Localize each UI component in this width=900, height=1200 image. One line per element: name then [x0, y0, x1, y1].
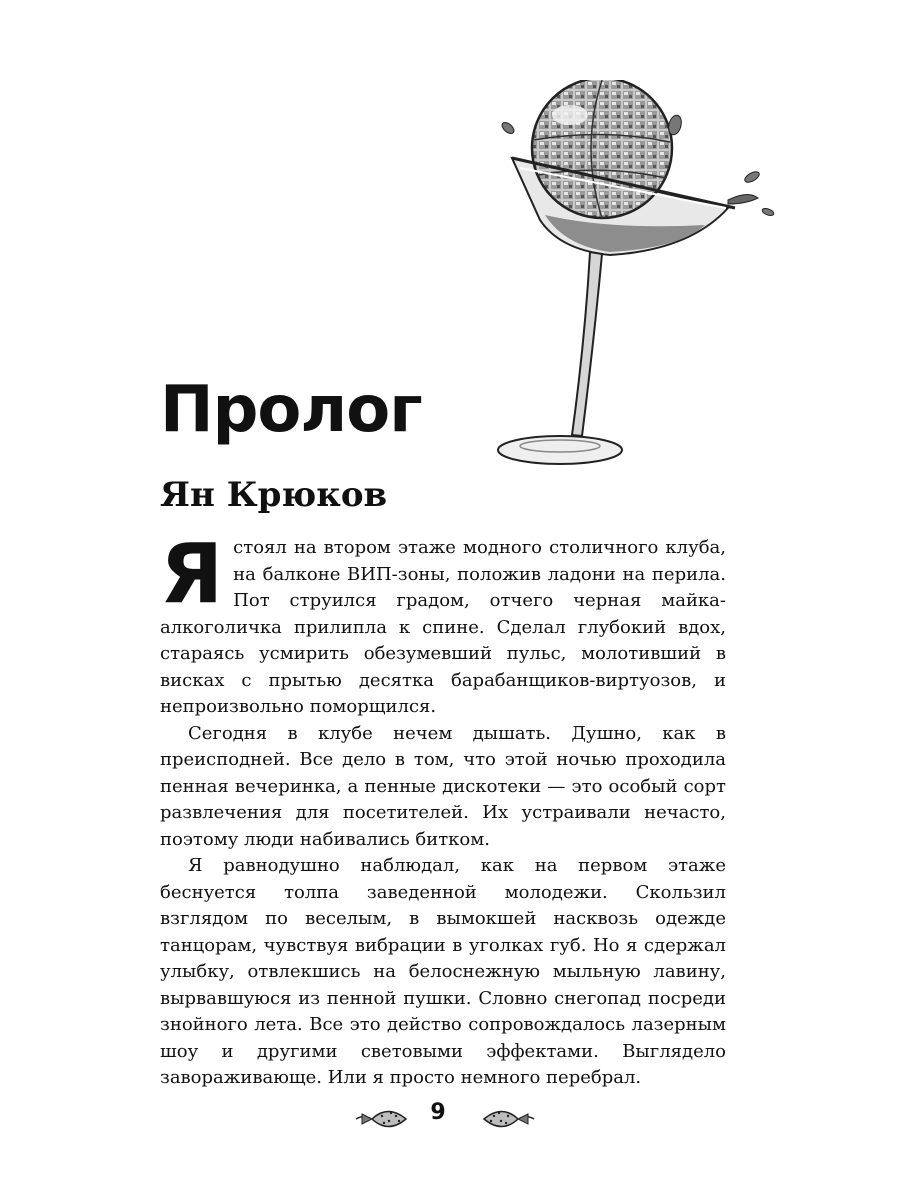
- chapter-text: [160, 527, 726, 1092]
- paragraph-text: стоял на втором этаже модного столичного клуба, на балконе ВИП-зоны, положив ладони на перила. Пот струился градом, отчего черная майка-алкоголичка прилипла к спине. Сделал глубокий вдох, стараясь усмирить обезумевший пульс, молотивший в висках с прытью десятка барабанщиков-виртуозов, и непроизвольно поморщился.: [160, 537, 726, 717]
- page-footer: [0, 1096, 900, 1140]
- martini-glass-disco-ball-icon: [490, 80, 790, 480]
- chapter-author: Ян Крюков: [160, 475, 388, 515]
- paragraph: Сегодня в клубе нечем дышать. Душно, как в преисподней. Все дело в том, что этой ночью проходила пенная вечеринка, а пенные дискотеки — это особый сорт развлечения для посетителей. Их устраивали нечасто, поэтому люди набивались битком.: [160, 722, 726, 850]
- drop-cap: Я: [160, 527, 224, 622]
- paragraph: [160, 527, 726, 721]
- chapter-title: Пролог: [160, 373, 422, 447]
- paragraph: Я равнодушно наблюдал, как на первом этаже беснуется толпа заведенной молодежи. Скользил взглядом по веселым, в вымокшей насквозь одежде танцорам, чувствуя вибрации в уголках губ. Но я сдержал улыбку, отвлекшись на белоснежную мыльную лавину, вырвавшуюся из пенной пушки. Словно снегопад посреди знойного лета. Все это действо сопровождалось лазерным шоу и другими световыми эффектами. Выглядело завораживающе. Или я просто немного перебрал.: [160, 855, 726, 1088]
- page-number: 9: [430, 1100, 446, 1125]
- strawberry-icon: [352, 1102, 412, 1136]
- strawberry-icon: [478, 1102, 538, 1136]
